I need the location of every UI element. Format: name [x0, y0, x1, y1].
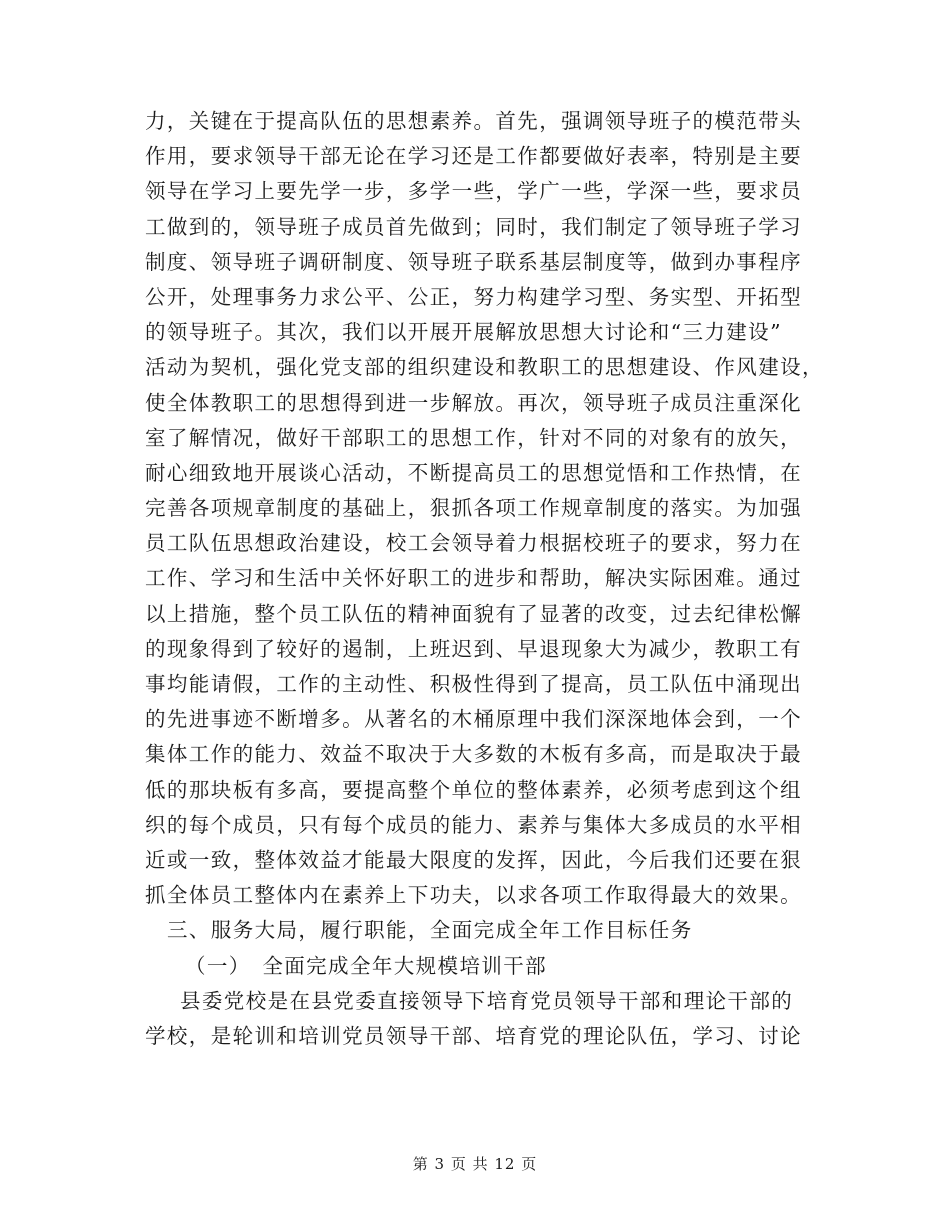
text-line: 的领导班子。其次，我们以开展开展解放思想大讨论和“三力建设”	[145, 320, 782, 345]
text-line: 抓全体员工整体内在素养上下功夫，以求各项工作取得最大的效果。	[145, 883, 802, 908]
text-line: 织的每个成员，只有每个成员的能力、素养与集体大多成员的水平相	[145, 812, 802, 837]
text-line: 制度、领导班子调研制度、领导班子联系基层制度等，做到办事程序	[145, 249, 802, 274]
text-line: 完善各项规章制度的基础上，狠抓各项工作规章制度的落实。为加强	[145, 496, 802, 521]
text-line: 的现象得到了较好的遏制，上班迟到、早退现象大为减少，教职工有	[145, 636, 802, 661]
page-number-footer: 第 3 页 共 12 页	[412, 1155, 538, 1173]
text-line: 工做到的，领导班子成员首先做到；同时，我们制定了领导班子学习	[145, 214, 802, 239]
text-line: 工作、学习和生活中关怀好职工的进步和帮助，解决实际困难。通过	[145, 566, 802, 591]
text-line: 活动为契机，强化党支部的组织建设和教职工的思想建设、作风建设，	[145, 355, 824, 380]
body-text	[145, 104, 825, 1054]
text-line: 力，关键在于提高队伍的思想素养。首先，强调领导班子的模范带头	[145, 109, 802, 133]
text-line: 事均能请假，工作的主动性、积极性得到了提高，员工队伍中涌现出	[145, 672, 802, 696]
text-line: 公开，处理事务力求公平、公正，努力构建学习型、务实型、开拓型	[145, 284, 802, 309]
text-line: 使全体教职工的思想得到进一步解放。再次，领导班子成员注重深化	[145, 390, 802, 415]
text-line: 室了解情况，做好干部职工的思想工作，针对不同的对象有的放矢，	[145, 425, 802, 450]
text-line: 的先进事迹不断增多。从著名的木桶原理中我们深深地体会到，一个	[145, 707, 802, 732]
text-line: 近或一致，整体效益才能最大限度的发挥，因此，今后我们还要在狠	[145, 847, 802, 872]
text-line: 领导在学习上要先学一步，多学一些，学广一些，学深一些，要求员	[145, 179, 802, 204]
section-heading: 三、服务大局，履行职能，全面完成全年工作目标任务	[167, 918, 693, 943]
text-line: 作用，要求领导干部无论在学习还是工作都要做好表率，特别是主要	[145, 144, 802, 169]
text-line: 低的那块板有多高，要提高整个单位的整体素养，必须考虑到这个组	[145, 777, 802, 802]
text-line: 以上措施，整个员工队伍的精神面貌有了显著的改变，过去纪律松懈	[145, 601, 802, 626]
text-line: 集体工作的能力、效益不取决于大多数的木板有多高，而是取决于最	[145, 742, 802, 767]
subsection-heading: （一） 全面完成全年大规模培训干部	[185, 953, 548, 978]
text-line: 员工队伍思想政治建设，校工会领导着力根据校班子的要求，努力在	[145, 531, 802, 556]
text-line: 学校，是轮训和培训党员领导干部、培育党的理论队伍，学习、讨论	[145, 1023, 802, 1048]
text-line: 县委党校是在县党委直接领导下培育党员领导干部和理论干部的	[180, 988, 794, 1013]
text-line: 耐心细致地开展谈心活动，不断提高员工的思想觉悟和工作热情，在	[145, 460, 802, 485]
